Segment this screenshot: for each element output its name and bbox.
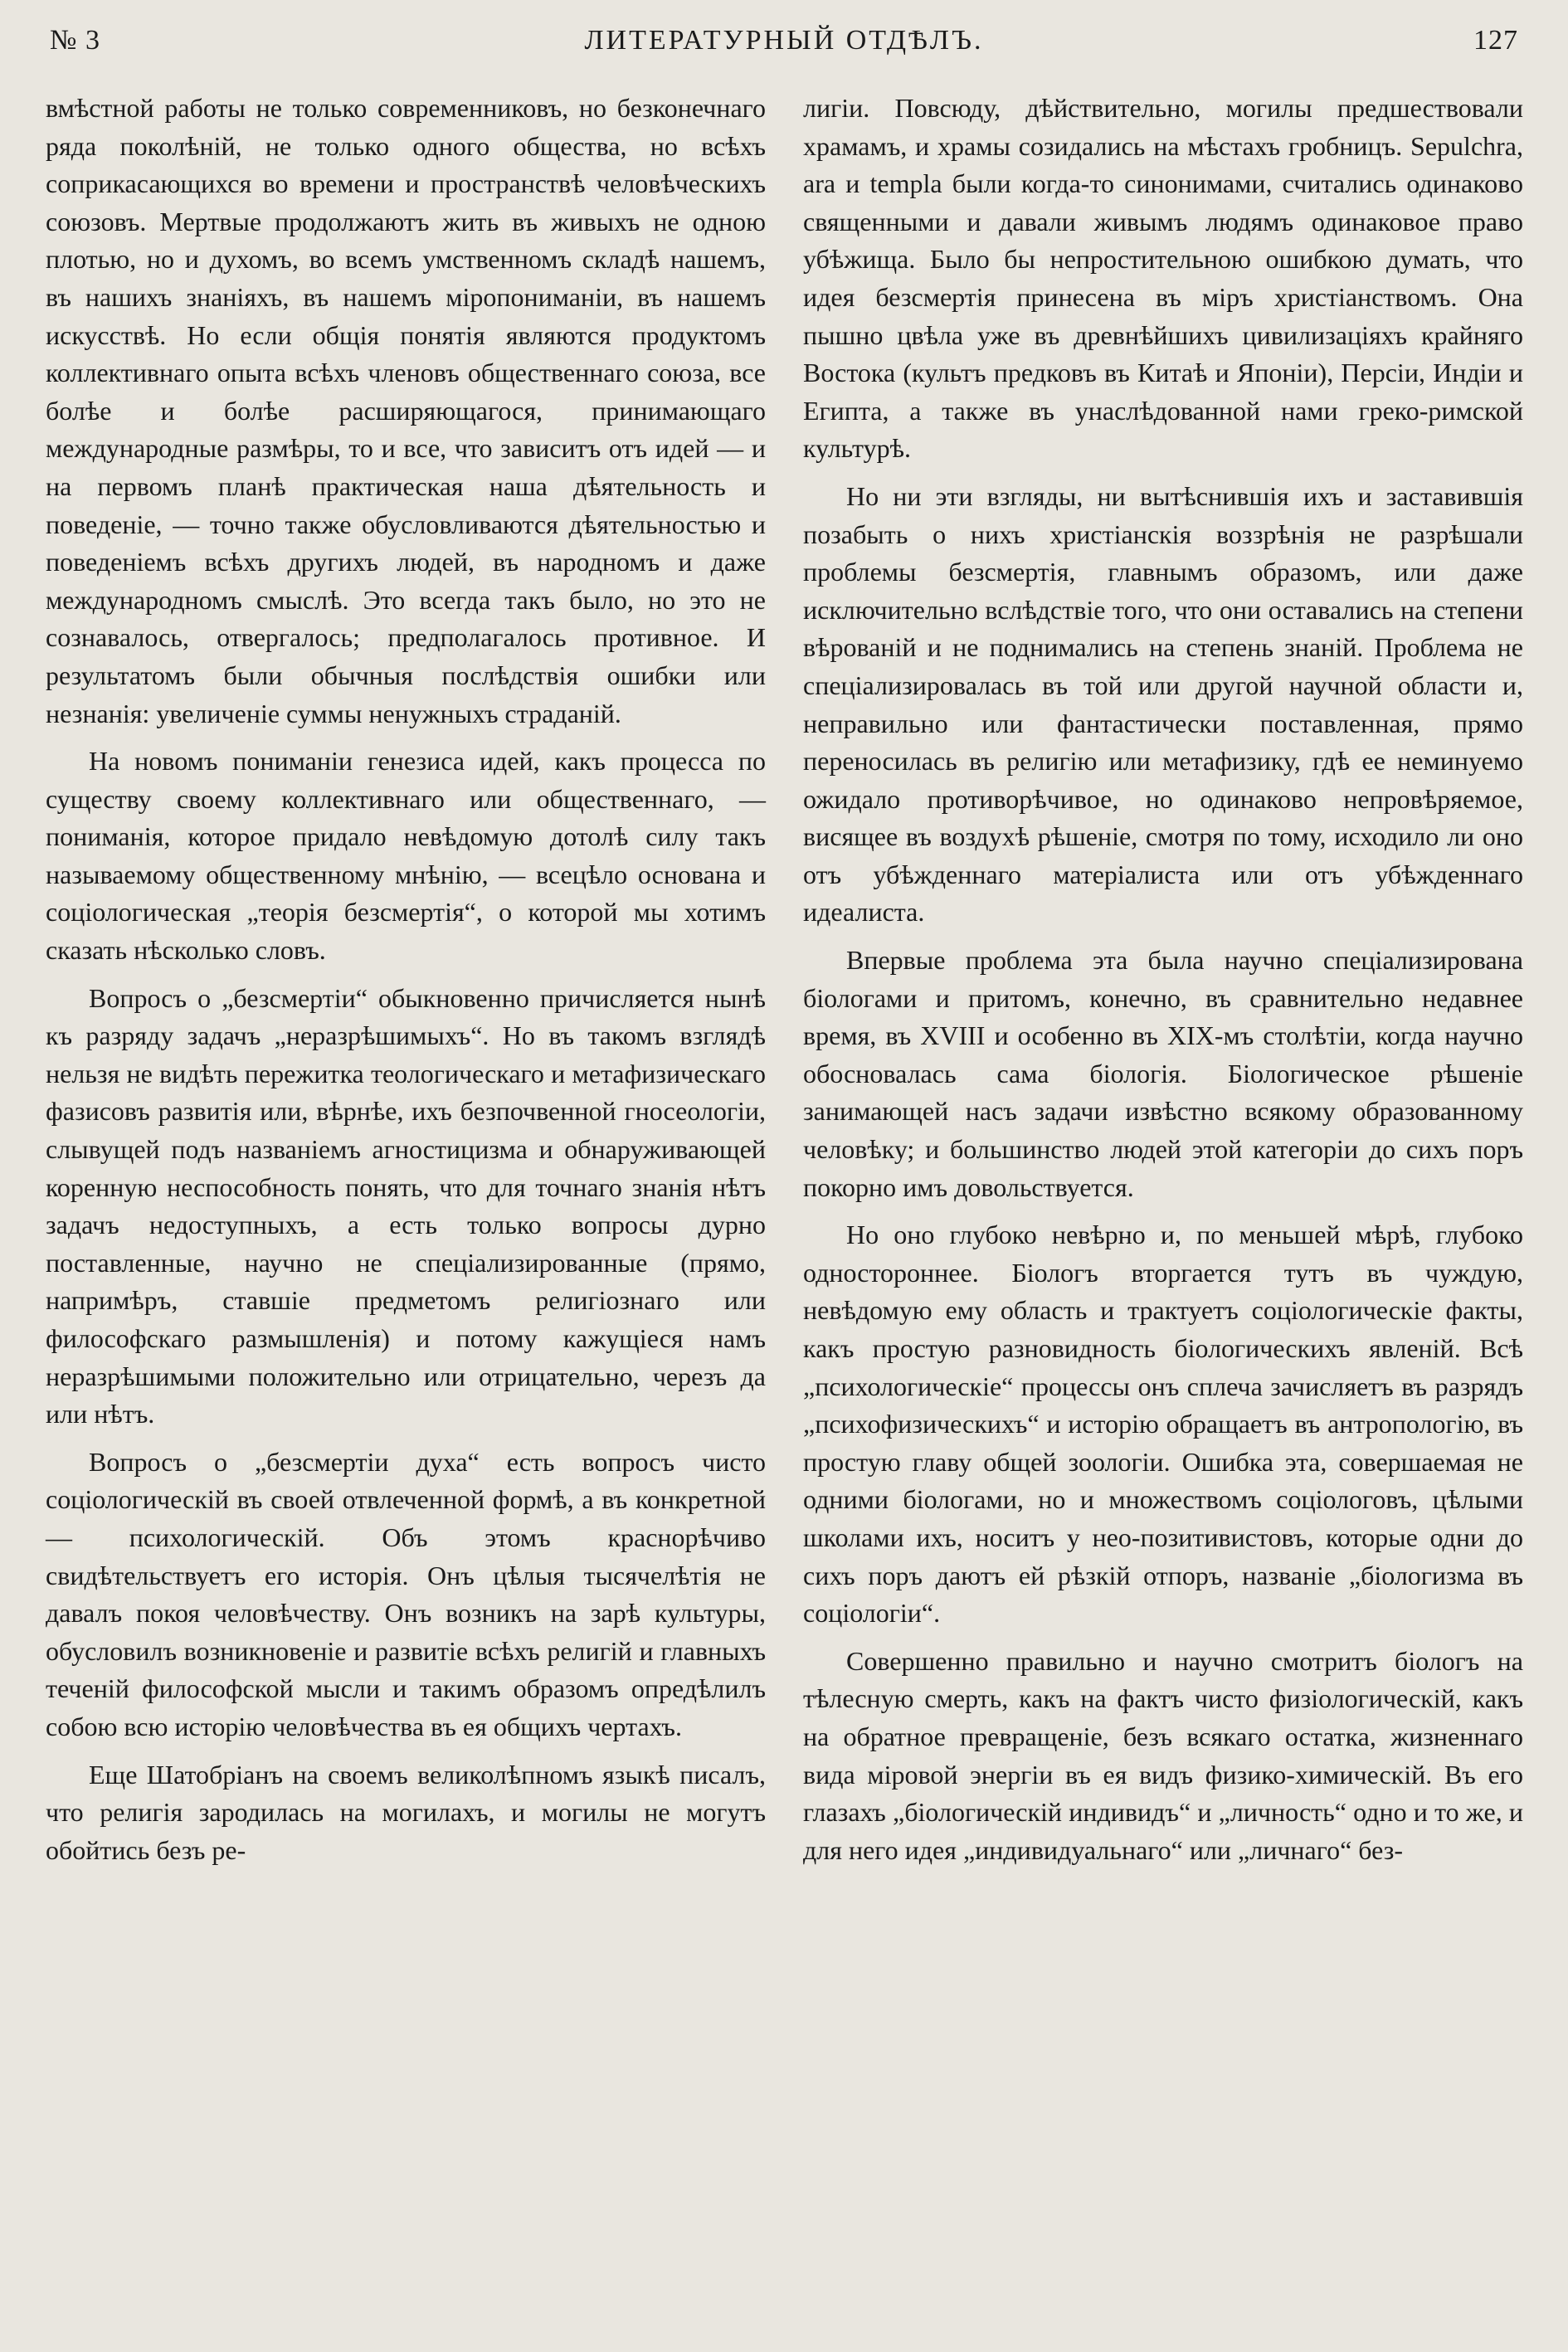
paragraph: На новомъ пониманіи генезиса идей, какъ процесса по существу своему коллективнаго или общественнаго, — пониманія, которое придало невѣдомую дотолѣ силу такъ называемому общественному мнѣнію, — всецѣло основана и соціологическая „теорія безсмертія“, о которой мы хотимъ сказать нѣсколько словъ. [46,746,766,966]
paragraph: Совершенно правильно и научно смотритъ біологъ на тѣлесную смерть, какъ на фактъ чисто физіологическій, какъ на обратное превращеніе, безъ всякаго остатка, жизненнаго вида міровой энергіи въ ея видъ физико-химическій. Въ его глазахъ „біологическій индивидъ“ и „личность“ одно и то же, и для него идея „индивидуальнаго“ или „личнаго“ без- [803,1645,1523,1865]
paragraph: Вопросъ о „безсмертіи“ обыкновенно причисляется нынѣ къ разряду задачъ „неразрѣшимыхъ“. Но въ такомъ взглядѣ нельзя не видѣть пережитка теологическаго и метафизическаго фазисовъ развитія или, вѣрнѣе, ихъ безпочвенной гносеологіи, слывущей подъ названіемъ агностицизма и обнаруживающей коренную неспособность понять, что для точнаго знанія нѣтъ задачъ недоступныхъ, а есть только вопросы дурно поставленные, научно не спеціализированные (прямо, напримѣръ, ставшіе предметомъ религіознаго или философскаго размышленія) и потому кажущіеся намъ неразрѣшимыми положительно или отрицательно, черезъ да или нѣтъ. [46,982,766,1429]
paragraph: Но ни эти взгляды, ни вытѣснившія ихъ и заставившія позабыть о нихъ христіанскія воззрѣнія не разрѣшали проблемы безсмертія, главнымъ образомъ, или даже исключительно вслѣдствіе того, что они оставались на степени вѣрованій и не поднимались на степень знаній. Проблема не спеціализировалась въ той или другой научной области и, неправильно или фантастически поставленная, прямо переносилась въ религію или метафизику, гдѣ ее неминуемо ожидало противорѣчивое, но одинаково непровѣряемое, висящее въ воздухѣ рѣшеніе, смотря по тому, исходило ли оно отъ убѣжденнаго матеріалиста или отъ убѣжденнаго идеалиста. [803,480,1523,928]
right-column [803,90,1523,1879]
paragraph: Но оно глубоко невѣрно и, по меньшей мѣрѣ, глубоко одностороннее. Біологъ вторгается тутъ въ чуждую, невѣдомую ему область и трактуетъ соціологическіе факты, какъ простую разновидность біологическихъ явленій. Всѣ „психологическіе“ процессы онъ сплеча зачисляетъ въ разрядъ „психофизическихъ“ и исторію обращаетъ въ антропологію, въ простую главу общей зоологіи. Ошибка эта, совершаемая не одними біологами, но и множествомъ соціологовъ, цѣлыми школами ихъ, носитъ у нео-позитивистовъ, которые одни до сихъ поръ даютъ ей рѣзкій отпоръ, названіе „біологизма въ соціологіи“. [803,1220,1523,1629]
issue-number: № 3 [50,25,100,56]
running-header [50,25,1518,75]
page-number: 127 [1473,25,1518,56]
paragraph: Вопросъ о „безсмертіи духа“ есть вопросъ чисто соціологическій въ своей отвлеченной формѣ, а въ конкретной — психологическій. Объ этомъ краснорѣчиво свидѣтельствуетъ его исторія. Онъ цѣлыя тысячелѣтія не давалъ покоя человѣчеству. Онъ возникъ на зарѣ культуры, обусловилъ возникновеніе и развитіе всѣхъ религій и главныхъ теченій философской мысли и такимъ образомъ опредѣлилъ собою всю исторію человѣчества въ ея общихъ чертахъ. [46,1446,766,1741]
paragraph: лигіи. Повсюду, дѣйствительно, могилы предшествовали храмамъ, и храмы созидались на мѣстахъ гробницъ. Sepulchra, ara и templa были когда-то синонимами, считались одинаково священными и давали живымъ людямъ одинаковое право убѣжища. Было бы непростительною ошибкою думать, что идея безсмертія принесена въ міръ христіанствомъ. Она пышно цвѣла уже въ древнѣйшихъ цивилизаціяхъ крайняго Востока (культъ предковъ въ Китаѣ и Японіи), Персіи, Индіи и Египта, а также въ унаслѣдованной нами греко-римской культурѣ. [803,93,1523,464]
paragraph: вмѣстной работы не только современниковъ, но безконечнаго ряда поколѣній, не только одного общества, но всѣхъ соприкасающихся во времени и пространствѣ человѣческихъ союзовъ. Мертвые продолжаютъ жить въ живыхъ не одною плотью, но и духомъ, во всемъ умственномъ складѣ нашемъ, въ нашихъ знаніяхъ, въ нашемъ міропониманіи, въ нашемъ искусствѣ. Но если общія понятія являются продуктомъ коллективнаго опыта всѣхъ членовъ общественнаго союза, все болѣе и болѣе расширяющагося, принимающаго международные размѣры, то и все, что зависитъ отъ идей — и на первомъ планѣ практическая наша дѣятельность и поведеніе, — точно также обусловливаются дѣятельностью и поведеніемъ всѣхъ другихъ людей, въ народномъ и даже международномъ смыслѣ. Это всегда такъ было, но это не сознавалось, отвергалось; предполагалось противное. И результатомъ были обычныя послѣдствія ошибки или незнанія: увеличеніе суммы ненужныхъ страданій. [46,93,766,728]
left-column [46,90,766,1879]
section-title: ЛИТЕРАТУРНЫЙ ОТДѢЛЪ. [584,25,984,56]
paragraph: Впервые проблема эта была научно спеціализирована біологами и притомъ, конечно, въ сравнительно недавнее время, въ XVIII и особенно въ XIX-мъ столѣтіи, когда научно обосновалась сама біологія. Біологическое рѣшеніе занимающей насъ задачи извѣстно всякому образованному человѣку; и большинство людей этой категоріи до сихъ поръ покорно имъ довольствуется. [803,945,1523,1202]
paragraph: Еще Шатобріанъ на своемъ великолѣпномъ языкѣ писалъ, что религія зародилась на могилахъ, и могилы не могутъ обойтись безъ ре- [46,1759,766,1865]
